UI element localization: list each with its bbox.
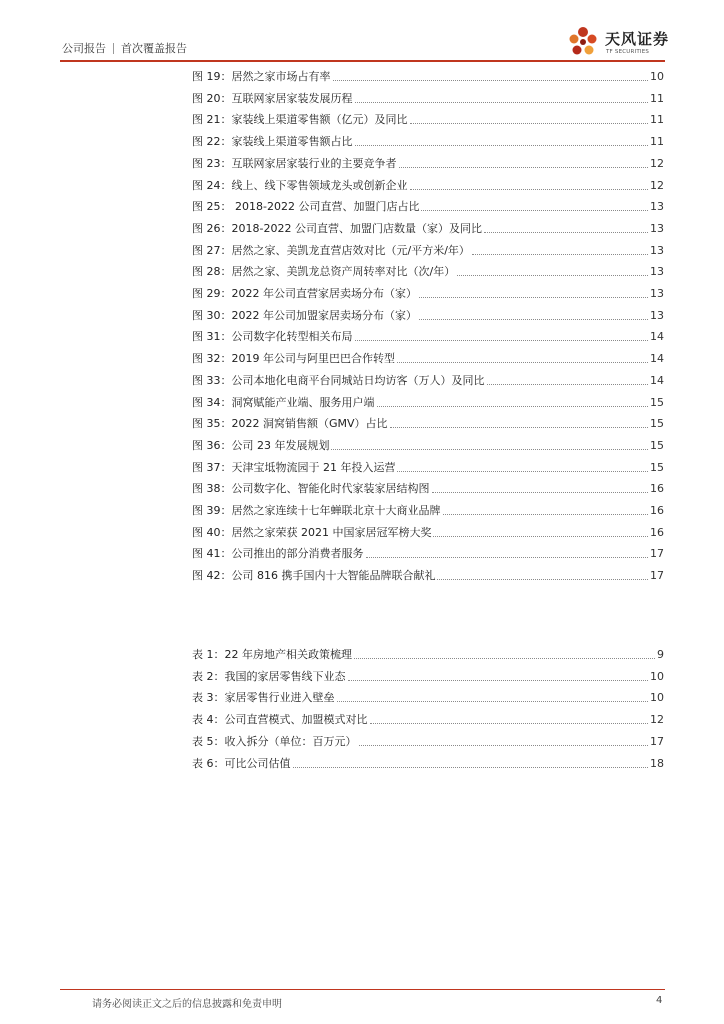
toc-entry-label: 图 27：居然之家、美凯龙直营店效对比（元/平方米/年）: [192, 243, 470, 257]
page-header: [0, 0, 724, 62]
toc-entry-label: 图 31：公司数字化转型相关布局: [192, 330, 353, 344]
toc-entry[interactable]: [192, 242, 664, 258]
toc-dot-leader: [437, 579, 648, 580]
toc-entry-page: 11: [650, 91, 664, 105]
toc-dot-leader: [355, 340, 649, 341]
toc-entry[interactable]: [192, 459, 664, 475]
toc-entry[interactable]: [192, 350, 664, 366]
toc-entry[interactable]: [192, 524, 664, 540]
toc-entry-page: 9: [657, 648, 664, 661]
toc-entry-page: 13: [650, 200, 664, 214]
toc-entry-label: 表 4：公司直营模式、加盟模式对比: [192, 713, 368, 727]
toc-entry-label: 图 32：2019 年公司与阿里巴巴合作转型: [192, 352, 395, 366]
toc-entry[interactable]: [192, 285, 664, 301]
toc-entry-label: 图 42：公司 816 携手国内十大智能品牌联合献礼: [192, 569, 436, 583]
page-number: 4: [656, 995, 663, 1006]
toc-entry-label: 图 29：2022 年公司直营家居卖场分布（家）: [192, 287, 417, 300]
footer-divider: [60, 989, 665, 990]
toc-entry-page: 17: [650, 734, 664, 748]
toc-entry-label: 表 3：家居零售行业进入壁垒: [192, 691, 335, 705]
logo-chinese-name: 天风证券: [605, 30, 670, 48]
toc-entry[interactable]: [192, 480, 664, 496]
toc-entry-page: 14: [650, 352, 664, 366]
toc-dot-leader: [419, 319, 648, 320]
toc-entry[interactable]: [192, 394, 664, 410]
toc-dot-leader: [410, 189, 649, 190]
toc-entry-page: 13: [650, 265, 664, 279]
toc-entry-label: 图 20：互联网家居家装发展历程: [192, 91, 353, 105]
toc-entry-page: 12: [650, 156, 664, 170]
toc-entry-page: 16: [650, 525, 664, 539]
report-category: 公司报告: [62, 42, 106, 55]
toc-dot-leader: [443, 514, 649, 515]
toc-entry[interactable]: [192, 668, 664, 684]
toc-entry-page: 18: [650, 756, 664, 770]
toc-entry-page: 15: [650, 417, 664, 431]
toc-dot-leader: [484, 232, 648, 233]
toc-entry-label: 图 41：公司推出的部分消费者服务: [192, 547, 364, 561]
toc-entry[interactable]: [192, 198, 664, 214]
toc-entry-page: 15: [650, 438, 664, 452]
toc-entry-page: 15: [650, 395, 664, 409]
toc-entry-label: 图 24：线上、线下零售领域龙头或创新企业: [192, 178, 408, 192]
toc-entry-page: 14: [650, 373, 664, 387]
toc-entry-page: 13: [650, 287, 664, 300]
toc-entry-page: 17: [650, 569, 664, 583]
toc-entry-label: 图 37：天津宝坻物流园于 21 年投入运营: [192, 460, 396, 474]
toc-entry[interactable]: [192, 90, 664, 106]
toc-entry[interactable]: [192, 502, 664, 518]
toc-entry-page: 10: [650, 691, 664, 705]
toc-entry-page: 12: [650, 713, 664, 727]
toc-entry-page: 13: [650, 221, 664, 235]
toc-entry-label: 图 34：洞窝赋能产业端、服务用户端: [192, 395, 375, 409]
footer-disclaimer: 请务必阅读正文之后的信息披露和免责申明: [92, 999, 282, 1010]
toc-entry-page: 11: [650, 135, 664, 149]
toc-entry[interactable]: [192, 263, 664, 279]
toc-dot-leader: [397, 471, 648, 472]
toc-dot-leader: [333, 80, 649, 81]
toc-entry-label: 图 36：公司 23 年发展规划: [192, 438, 330, 452]
toc-entry-label: 表 5：收入拆分（单位：百万元）: [192, 734, 357, 748]
logo-english-name: TF SECURITIES: [606, 49, 650, 55]
toc-entry-label: 表 2：我国的家居零售线下业态: [192, 669, 346, 683]
toc-dot-leader: [457, 275, 648, 276]
toc-entry-page: 11: [650, 113, 664, 127]
toc-dot-leader: [390, 427, 648, 428]
toc-entry[interactable]: [192, 111, 664, 127]
toc-dot-leader: [359, 745, 649, 746]
toc-entry-label: 图 28：居然之家、美凯龙总资产周转率对比（次/年）: [192, 265, 456, 279]
toc-entry[interactable]: [192, 755, 664, 771]
toc-entry[interactable]: [192, 646, 664, 662]
toc-dot-leader: [355, 145, 649, 146]
toc-entry[interactable]: [192, 415, 664, 431]
header-separator: [113, 43, 114, 54]
toc-entry-label: 图 39：居然之家连续十七年蝉联北京十大商业品牌: [192, 504, 441, 517]
toc-entry[interactable]: [192, 68, 664, 84]
toc-dot-leader: [377, 406, 649, 407]
header-breadcrumb: [62, 40, 187, 56]
toc-entry-label: 图 33：公司本地化电商平台同城站日均访客（万人）及同比: [192, 373, 485, 387]
toc-entry-page: 12: [650, 178, 664, 192]
toc-entry-page: 16: [650, 482, 664, 496]
toc-entry-label: 图 40：居然之家荣获 2021 中国家居冠军榜大奖: [192, 525, 432, 539]
company-logo: [563, 22, 673, 60]
toc-entry-label: 图 25： 2018-2022 公司直营、加盟门店占比: [192, 200, 420, 214]
toc-entry-page: 16: [650, 504, 664, 517]
toc-dot-leader: [355, 102, 649, 103]
toc-entry[interactable]: [192, 177, 664, 193]
toc-dot-leader: [421, 210, 648, 211]
toc-entry-page: 10: [650, 669, 664, 683]
toc-dot-leader: [397, 362, 648, 363]
toc-entry[interactable]: [192, 307, 664, 323]
toc-entry-label: 图 35：2022 洞窝销售额（GMV）占比: [192, 417, 388, 431]
toc-entry-label: 图 21：家装线上渠道零售额（亿元）及同比: [192, 113, 408, 127]
toc-dot-leader: [432, 492, 649, 493]
toc-entry-label: 图 30：2022 年公司加盟家居卖场分布（家）: [192, 308, 417, 322]
toc-entry[interactable]: [192, 733, 664, 749]
toc-entry[interactable]: [192, 711, 664, 727]
toc-dot-leader: [337, 701, 649, 702]
toc-entry-page: 13: [650, 243, 664, 257]
toc-entry-page: 17: [650, 547, 664, 561]
toc-entry-page: 10: [650, 70, 664, 83]
toc-dot-leader: [354, 658, 655, 659]
toc-dot-leader: [487, 384, 649, 385]
toc-entry[interactable]: [192, 372, 664, 388]
toc-dot-leader: [399, 167, 649, 168]
toc-entry[interactable]: [192, 133, 664, 149]
toc-entry-page: 15: [650, 460, 664, 474]
toc-entry[interactable]: [192, 567, 664, 583]
toc-entry-page: 14: [650, 330, 664, 344]
toc-dot-leader: [331, 449, 648, 450]
toc-dot-leader: [433, 536, 648, 537]
logo-flower-icon: [563, 22, 603, 60]
toc-entry[interactable]: [192, 155, 664, 171]
toc-dot-leader: [366, 557, 649, 558]
toc-dot-leader: [472, 254, 648, 255]
toc-dot-leader: [370, 723, 649, 724]
toc-entry-label: 表 6：可比公司估值: [192, 756, 291, 770]
toc-entry-page: 13: [650, 308, 664, 322]
toc-dot-leader: [348, 680, 649, 681]
toc-entry-label: 图 22：家装线上渠道零售额占比: [192, 135, 353, 149]
report-type: 首次覆盖报告: [121, 42, 187, 55]
toc-entry-label: 表 1：22 年房地产相关政策梳理: [192, 648, 352, 661]
toc-entry[interactable]: [192, 437, 664, 453]
toc-entry-label: 图 26：2018-2022 公司直营、加盟门店数量（家）及同比: [192, 221, 482, 235]
toc-dot-leader: [419, 297, 648, 298]
toc-entry[interactable]: [192, 220, 664, 236]
toc-entry[interactable]: [192, 689, 664, 705]
toc-dot-leader: [410, 123, 649, 124]
header-divider: [60, 60, 665, 62]
toc-entry[interactable]: [192, 545, 664, 561]
toc-entry-label: 图 38：公司数字化、智能化时代家装家居结构图: [192, 482, 430, 496]
toc-dot-leader: [293, 767, 649, 768]
toc-entry-label: 图 19：居然之家市场占有率: [192, 70, 331, 83]
toc-entry-label: 图 23：互联网家居家装行业的主要竞争者: [192, 156, 397, 170]
toc-entry[interactable]: [192, 328, 664, 344]
